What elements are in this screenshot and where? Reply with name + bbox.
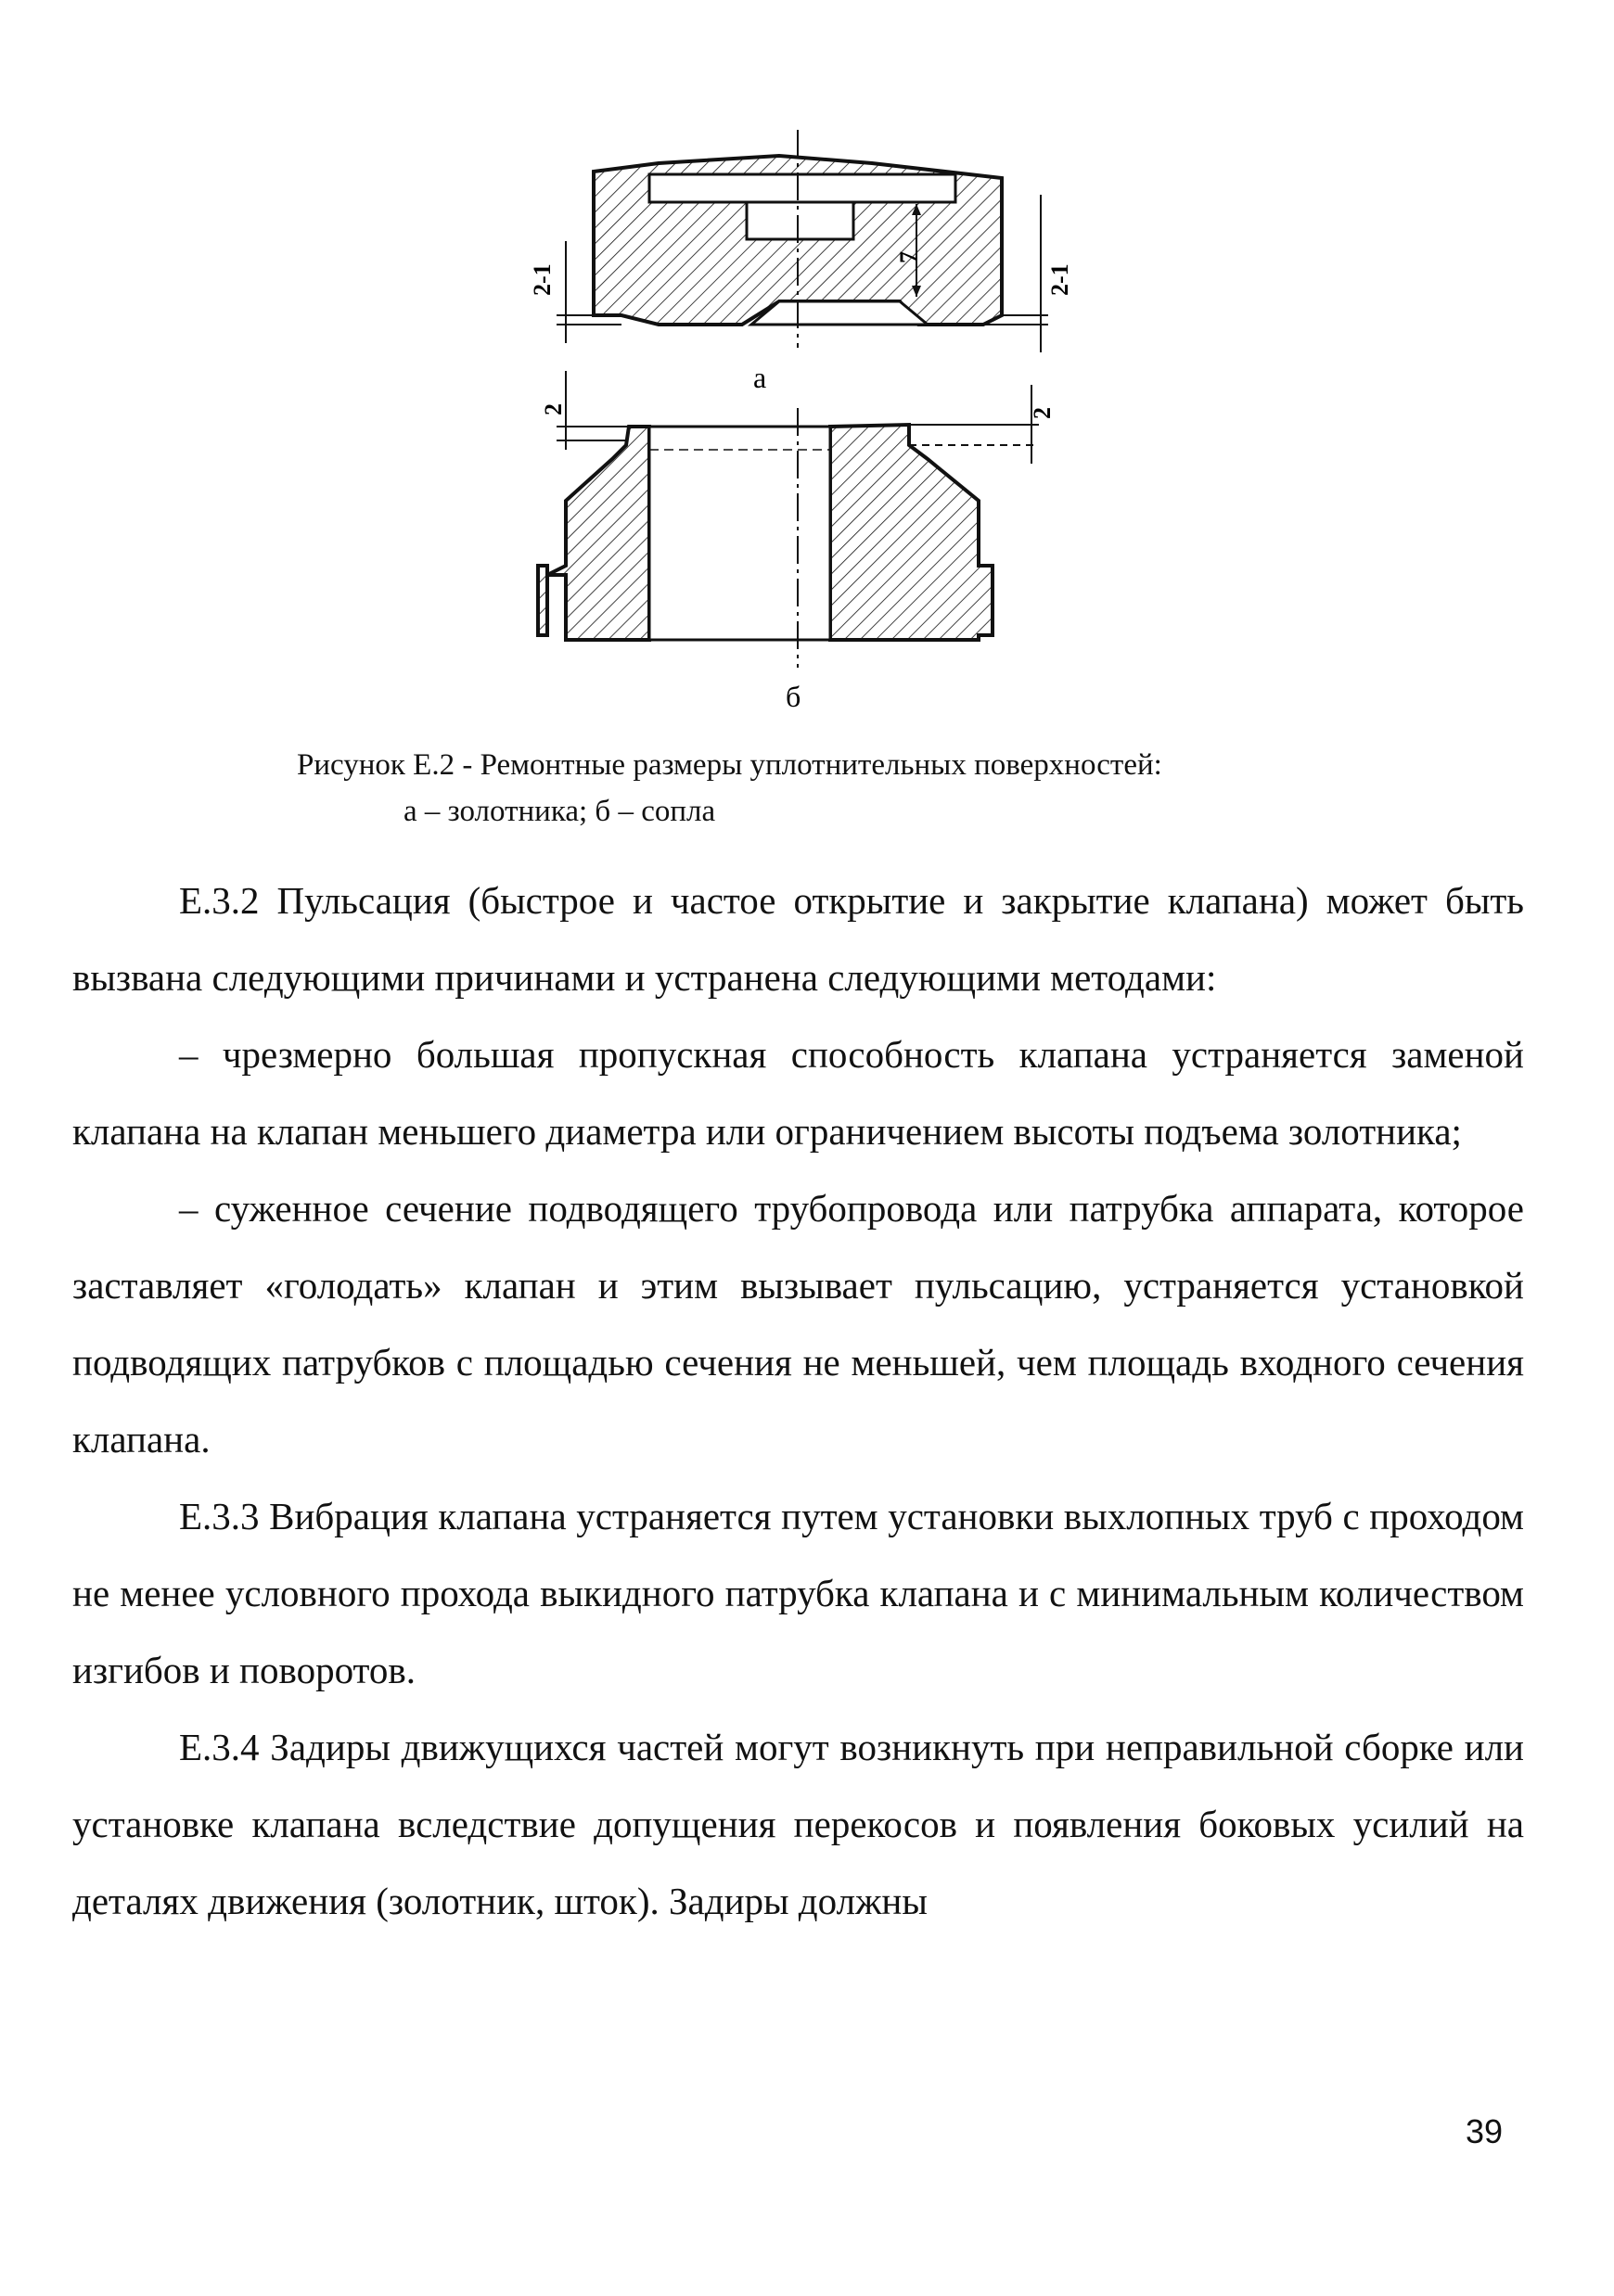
dim-right-b: 2 [1029,407,1056,419]
paragraph-e33: Е.3.3 Вибрация клапана устраняется путем установки выхлопных труб с проходом не менее условного прохода выкидного патрубка клапана и с минимальным количеством изгибов и поворотов. [72,1495,1524,1691]
body-text [72,862,1524,1940]
dim-center-a: 7 [895,251,922,263]
drawing-b-nozzle [538,371,1039,668]
paragraph-e32: Е.3.2 Пульсация (быстрое и частое открытие и закрытие клапана) может быть вызвана следующими причинами и устранена следующими методами: [72,879,1524,999]
figure-caption [297,742,1410,835]
figure-drawing [519,130,1095,723]
paragraph-e34: Е.3.4 Задиры движущихся частей могут возникнуть при неправильной сборке или установке клапана вследствие допущения перекосов и появления боковых усилий на деталях движения (золотник, шток). Задиры должны [72,1726,1524,1922]
dim-left-b: 2 [540,403,567,415]
caption-line-2: а – золотника; б – сопла [404,795,716,828]
drawing-a-plug [557,130,1048,352]
technical-figure [519,130,1095,723]
page-number: 39 [1466,2112,1504,2150]
paragraph-narrow-section: – суженное сечение подводящего трубопровода или патрубка аппарата, которое заставляет «голодать» клапан и этим вызывает пульсацию, устраняется установкой подводящих патрубков с площадью сечения не меньшей, чем площадь входного сечения клапана. [72,1187,1524,1461]
dim-right-a: 2-1 [1046,263,1073,296]
label-a: а [753,361,767,394]
paragraph-capacity: – чрезмерно большая пропускная способность клапана устраняется заменой клапана на клапан меньшего диаметра или ограничением высоты подъема золотника; [72,1033,1524,1153]
label-b: б [786,680,801,713]
caption-line-1: Рисунок Е.2 - Ремонтные размеры уплотнительных поверхностей: [297,748,1162,782]
dim-left-a: 2-1 [529,263,556,296]
